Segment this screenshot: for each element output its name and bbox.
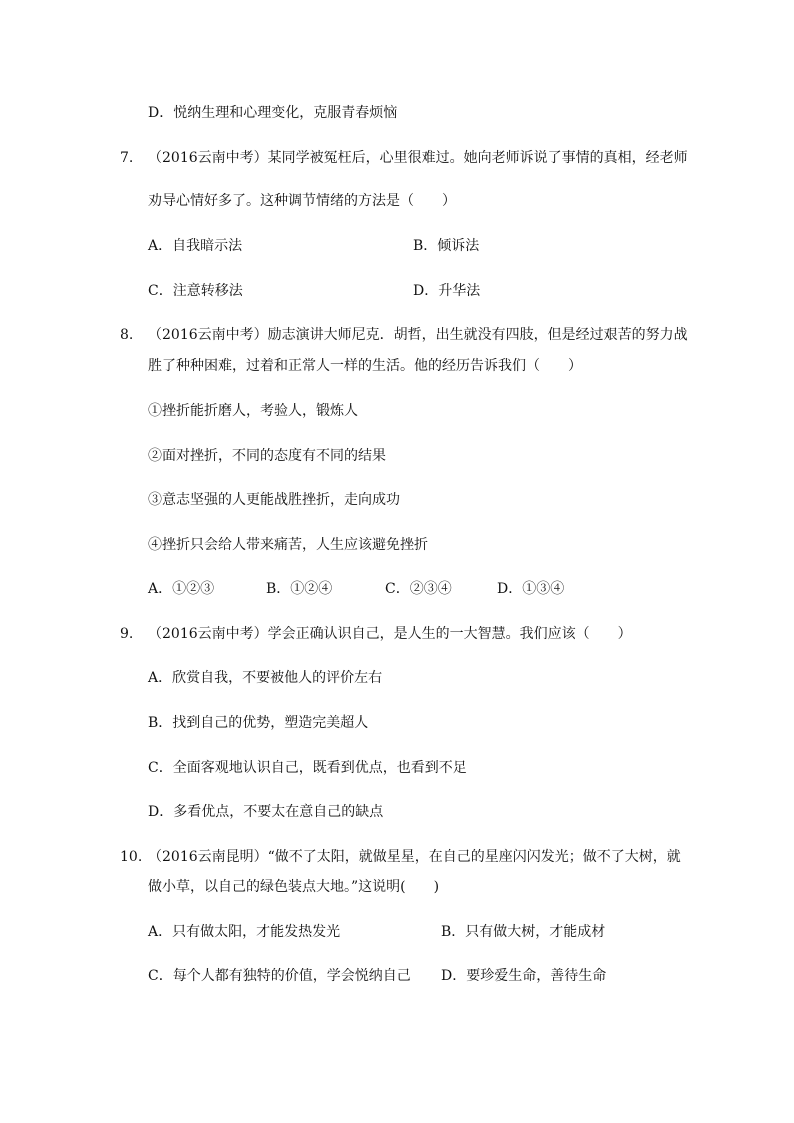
question-stem-line-2: 做小草，以自己的绿色装点大地。”这说明( ): [148, 879, 440, 895]
statement-1: ①挫折能折磨人，考验人，锻炼人: [148, 403, 358, 419]
question-stem-line-2: 劝导心情好多了。这种调节情绪的方法是（ ）: [148, 193, 456, 209]
option-c: C．注意转移法: [148, 283, 243, 299]
option-a: A．自我暗示法: [148, 238, 243, 254]
question-number: 7.: [120, 150, 134, 166]
option-c: C．每个人都有独特的价值，学会悦纳自己: [148, 968, 411, 984]
option-a: A．只有做太阳，才能发热发光: [148, 924, 341, 940]
question-stem-line-1: （2016云南昆明）“做不了太阳，就做星星，在自己的星座闪闪发光；做不了大树，就: [148, 849, 681, 865]
option-d: D．①③④: [497, 581, 565, 597]
option-b: B．倾诉法: [413, 238, 480, 254]
option-b: B．①②④: [266, 581, 333, 597]
option-d: D．升华法: [413, 283, 481, 299]
question-number: 8.: [120, 327, 134, 343]
option-d: D．多看优点，不要太在意自己的缺点: [148, 804, 384, 820]
question-number: 9.: [120, 626, 134, 642]
option-d: D．要珍爱生命，善待生命: [441, 968, 607, 984]
q6-option-d: D．悦纳生理和心理变化，克服青春烦恼: [148, 105, 398, 121]
option-a: A．欣赏自我，不要被他人的评价左右: [148, 670, 383, 686]
option-c: C．②③④: [385, 581, 452, 597]
option-b: B．找到自己的优势，塑造完美超人: [148, 715, 369, 731]
option-c: C．全面客观地认识自己，既看到优点，也看到不足: [148, 760, 467, 776]
statement-2: ②面对挫折，不同的态度有不同的结果: [148, 448, 386, 464]
option-b: B．只有做大树，才能成材: [441, 924, 606, 940]
question-number: 10.: [120, 849, 143, 865]
question-stem-line-1: （2016云南中考）学会正确认识自己，是人生的一大智慧。我们应该（ ）: [148, 626, 632, 642]
option-a: A．①②③: [148, 581, 215, 597]
question-stem-line-1: （2016云南中考）某同学被冤枉后，心里很难过。她向老师诉说了事情的真相，经老师: [148, 150, 688, 166]
statement-4: ④挫折只会给人带来痛苦，人生应该避免挫折: [148, 537, 428, 553]
question-stem-line-2: 胜了种种困难，过着和正常人一样的生活。他的经历告诉我们（ ）: [148, 358, 582, 374]
statement-3: ③意志坚强的人更能战胜挫折，走向成功: [148, 492, 400, 508]
question-stem-line-1: （2016云南中考）励志演讲大师尼克．胡哲，出生就没有四肢，但是经过艰苦的努力战: [148, 327, 688, 343]
